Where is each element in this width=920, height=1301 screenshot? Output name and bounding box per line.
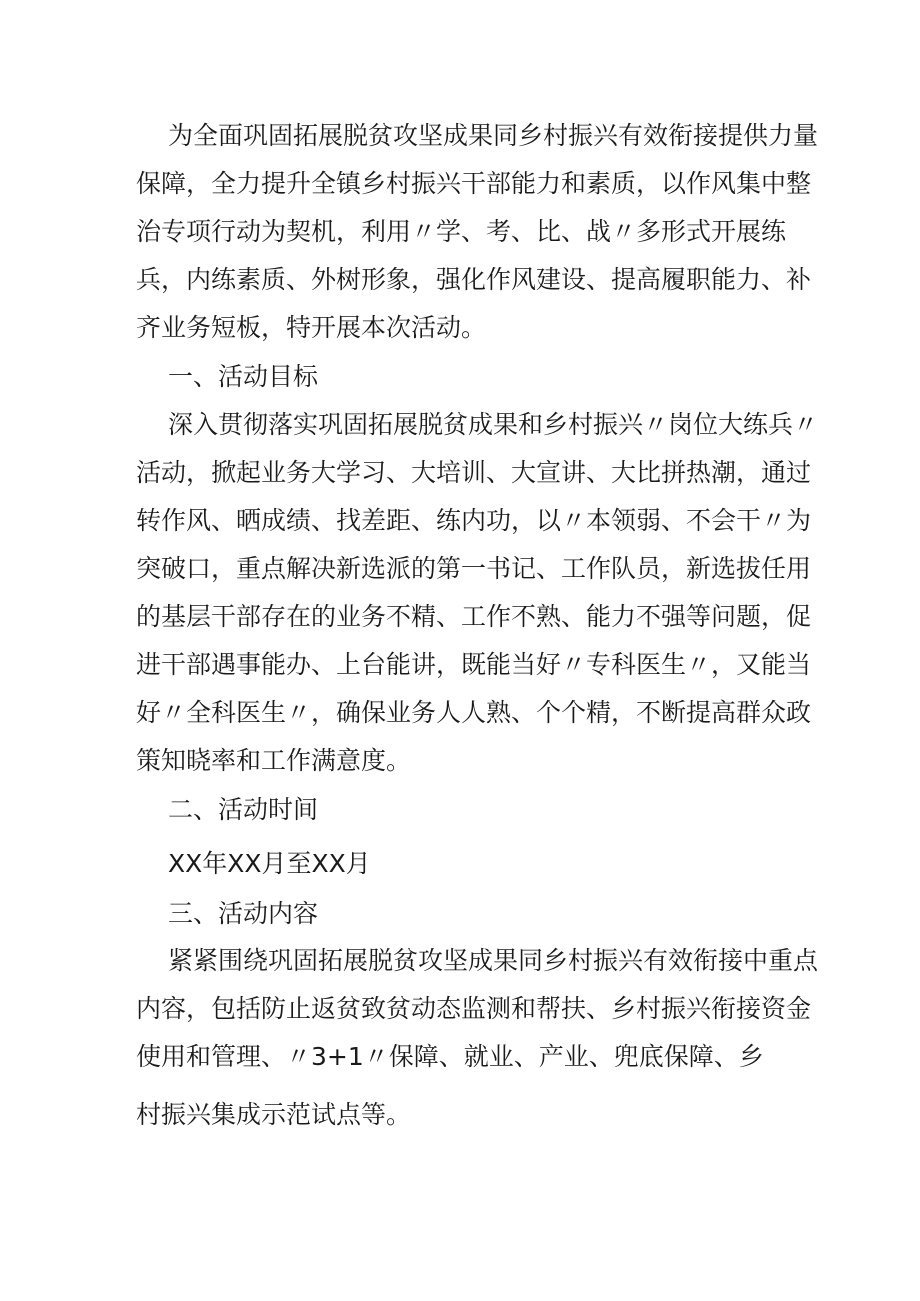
section3-heading: 三、活动内容 <box>168 899 319 928</box>
intro-line-2: 保障，全力提升全镇乡村振兴干部能力和素质，以作风集中整 <box>136 169 812 198</box>
section1-line-3: 转作风、晒成绩、找差距、练内功，以〃本领弱、不会干〃为 <box>136 506 812 535</box>
section1-line-5: 的基层干部存在的业务不精、工作不熟、能力不强等问题，促 <box>136 602 812 631</box>
section1-line-6: 进干部遇事能办、上台能讲，既能当好〃专科医生〃，又能当 <box>136 650 812 679</box>
section1-line-7: 好〃全科医生〃，确保业务人人熟、个个精，不断提高群众政 <box>136 698 812 727</box>
section1-heading: 一、活动目标 <box>168 362 319 391</box>
intro-line-5: 齐业务短板，特开展本次活动。 <box>136 313 487 342</box>
section3-line-3: 使用和管理、〃3+1〃保障、就业、产业、兜底保障、乡 <box>136 1042 764 1071</box>
section3-line-1: 紧紧围绕巩固拓展脱贫攻坚成果同乡村振兴有效衔接中重点 <box>168 946 819 975</box>
section1-line-4: 突破口，重点解决新选派的第一书记、工作队员，新选拔任用 <box>136 554 812 583</box>
section3-line-2: 内容，包括防止返贫致贫动态监测和帮扶、乡村振兴衔接资金 <box>136 994 812 1023</box>
section3-line-4: 村振兴集成示范试点等。 <box>136 1100 412 1129</box>
section1-line-1: 深入贯彻落实巩固拓展脱贫成果和乡村振兴〃岗位大练兵〃 <box>168 410 819 439</box>
section1-line-8: 策知晓率和工作满意度。 <box>136 746 412 775</box>
intro-line-4: 兵，内练素质、外树形象，强化作风建设、提高履职能力、补 <box>136 265 812 294</box>
section1-line-2: 活动，掀起业务大学习、大培训、大宣讲、大比拼热潮，通过 <box>136 458 812 487</box>
intro-line-3: 治专项行动为契机，利用〃学、考、比、战〃多形式开展练 <box>136 217 787 246</box>
section2-heading: 二、活动时间 <box>168 795 319 824</box>
intro-line-1: 为全面巩固拓展脱贫攻坚成果同乡村振兴有效衔接提供力量 <box>168 121 819 150</box>
section2-body: XX年XX月至XX月 <box>168 849 371 878</box>
